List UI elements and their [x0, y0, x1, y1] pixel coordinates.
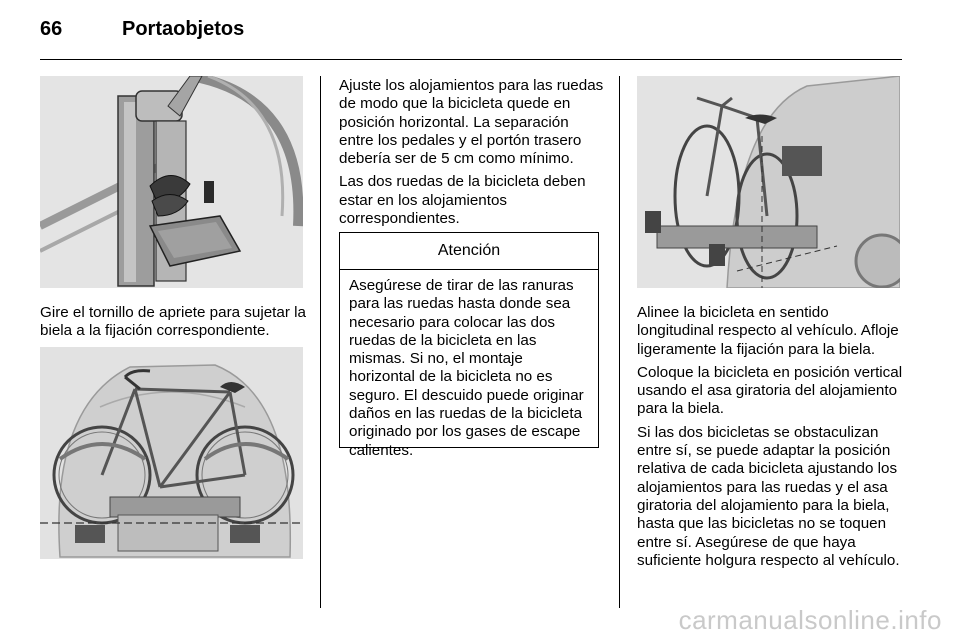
crank-clamp-drawing — [40, 76, 303, 288]
paragraph: Las dos ruedas de la bicicleta deben estar en los alojamientos correspondientes. — [339, 173, 586, 228]
page-number: 66 — [40, 18, 63, 40]
paragraph: Gire el tornillo de apriete para sujetar la biela a la fijación correspondiente. — [40, 304, 306, 340]
header-divider — [40, 59, 902, 60]
paragraph: Alinee la bicicleta en sentido longitudinal respecto al vehículo. Afloje ligeramente la fijación para la biela. — [637, 304, 899, 358]
illustration-crank-clamp — [40, 76, 303, 288]
page-title: Portaobjetos — [122, 18, 245, 40]
warning-title: Atención — [340, 233, 598, 270]
bike-rear-view-drawing — [637, 76, 900, 288]
caption-crank-clamp — [40, 304, 306, 346]
illustration-bike-side-view — [40, 347, 303, 559]
paragraph: Coloque la bicicleta en posición vertical usando el asa giratoria del alojamiento para la biela. — [637, 363, 903, 418]
column-divider-left — [320, 76, 321, 608]
paragraph: Ajuste los alojamientos para las ruedas de modo que la bicicleta quede en posición horizontal. La separación entre los pedales y el portón trasero debería ser de 5 cm como mínimo. — [339, 77, 604, 168]
column-divider-right — [619, 76, 620, 608]
warning-text: Asegúrese de tirar de las ranuras para las ruedas hasta donde sea necesario para colocar las dos ruedas de la bicicleta en las mismas. Si no, el montaje horizontal de la bicicleta no es seguro. El descuido puede originar daños en las ruedas de la bicicleta originado por los gases de escape calientes. — [349, 277, 584, 459]
paragraph: Si las dos bicicletas se obstaculizan entre sí, se puede adaptar la posición relativa de cada bicicleta ajustando los alojamientos para las ruedas y el asa giratoria del alojamiento para la biela, hasta que las bicicletas no se toquen entre sí. Asegúrese de que haya suficiente holgura respecto al vehículo. — [637, 423, 900, 569]
warning-box — [339, 232, 599, 459]
page-header — [40, 18, 902, 58]
bike-side-view-drawing — [40, 347, 303, 559]
instructions-middle — [339, 77, 605, 233]
instructions-right — [637, 304, 903, 575]
watermark: carmanualsonline.info — [678, 605, 942, 635]
illustration-bike-rear-view — [637, 76, 900, 288]
